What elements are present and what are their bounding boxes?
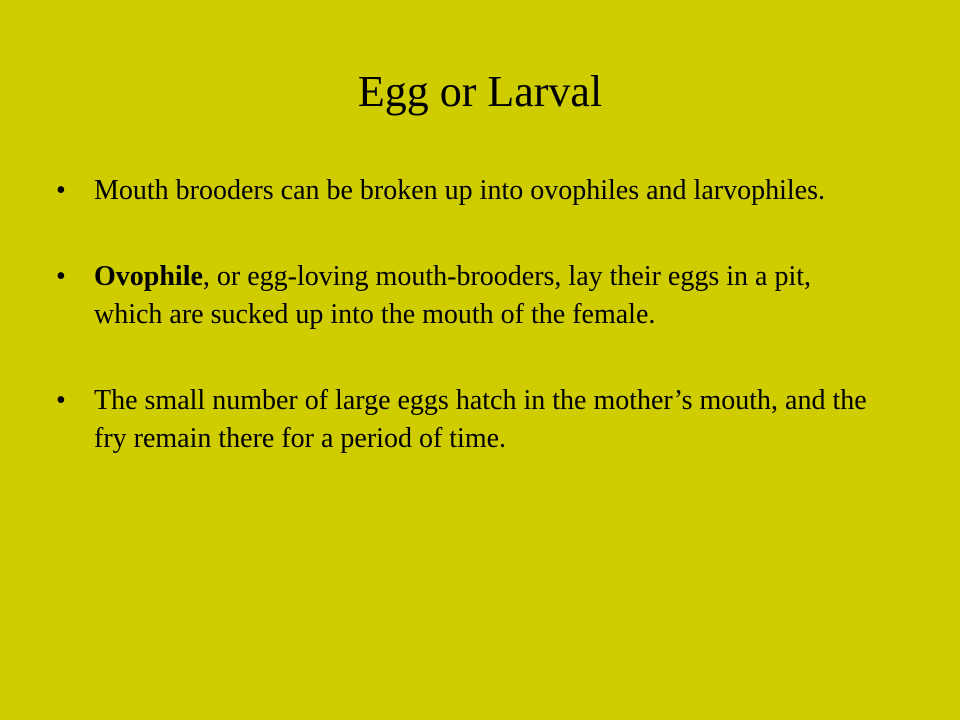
bullet-bold-term: Ovophile	[94, 261, 203, 292]
bullet-item	[56, 172, 876, 210]
slide-title: Egg or Larval	[357, 67, 603, 116]
bullet-list	[56, 172, 876, 506]
bullet-icon: •	[56, 261, 66, 292]
bullet-text: The small number of large eggs hatch in the mother’s mouth, and the fry remain there for a period of time.	[94, 385, 867, 454]
bullet-text: , or egg-loving mouth-brooders, lay their eggs in a pit, which are sucked up into the mouth of the female.	[94, 261, 812, 330]
bullet-icon: •	[56, 175, 66, 206]
bullet-item	[56, 382, 876, 458]
bullet-item	[56, 258, 876, 334]
bullet-icon: •	[56, 385, 66, 416]
bullet-text: Mouth brooders can be broken up into ovophiles and larvophiles.	[94, 175, 825, 206]
